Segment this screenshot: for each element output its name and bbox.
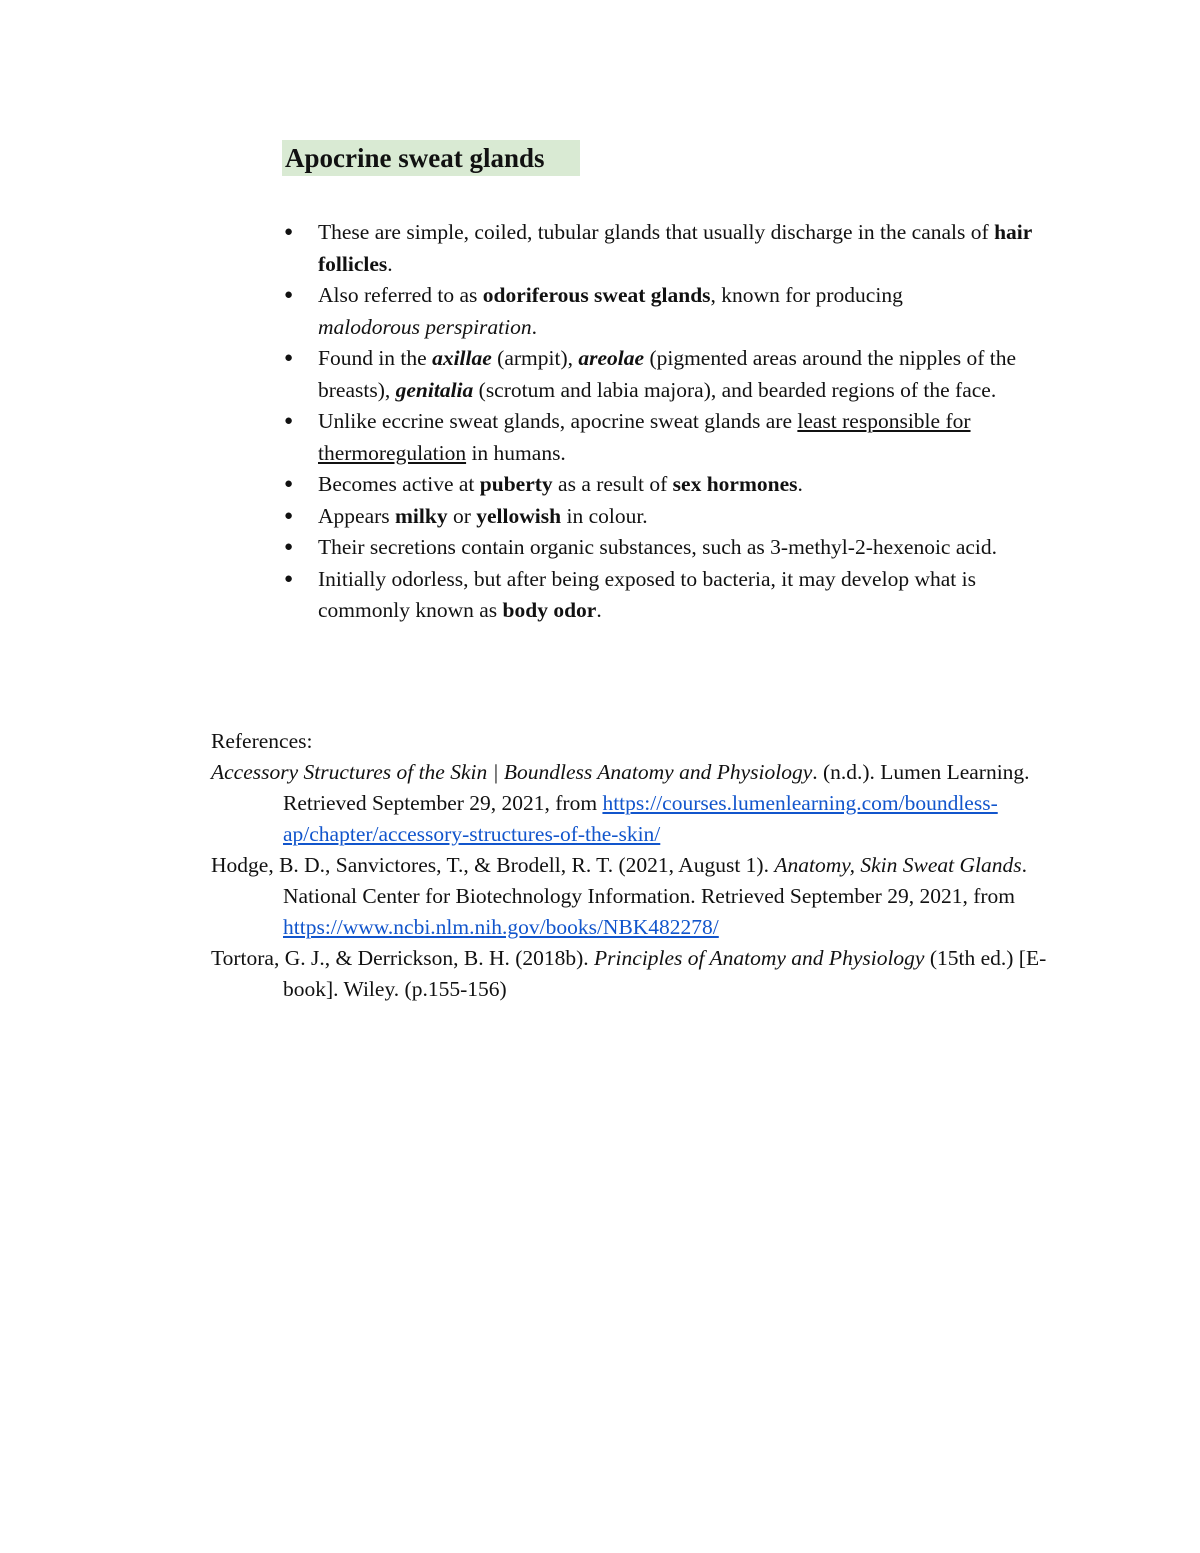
text: Appears — [318, 503, 396, 528]
reference-title: Principles of Anatomy and Physiology — [594, 946, 925, 970]
reference-title: Accessory Structures of the Skin | Boundless Anatomy and Physiology — [211, 760, 813, 784]
bold-italic-term: genitalia — [395, 377, 474, 402]
reference-item — [211, 943, 1071, 1005]
page-title: Apocrine sweat glands — [282, 140, 580, 176]
list-item — [282, 532, 1062, 564]
list-item — [282, 501, 1062, 533]
reference-authors: Hodge, B. D., Sanvictores, T., & Brodell, R. T. (2021, August 1). — [211, 853, 775, 877]
text: (pigmented areas around the nipples of the breasts), — [318, 346, 1017, 402]
bullet-icon: ● — [284, 287, 294, 303]
list-item — [282, 406, 1062, 469]
text: . — [387, 251, 393, 276]
bullet-icon: ● — [284, 350, 294, 366]
list-item — [282, 469, 1062, 501]
list-item — [282, 343, 1062, 406]
bullet-icon: ● — [284, 413, 294, 429]
text: Also referred to as — [318, 283, 483, 307]
bullet-icon: ● — [284, 539, 294, 555]
reference-link[interactable]: https://www.ncbi.nlm.nih.gov/books/NBK482278/ — [283, 915, 719, 939]
reference-text: . (n.d.). Lumen Learning. Retrieved September 29, 2021, from — [283, 760, 1030, 815]
text: (scrotum and labia majora), and bearded regions of the face. — [473, 377, 997, 402]
bold-term: sex hormones — [672, 472, 798, 496]
bold-term: odoriferous sweat glands — [482, 283, 711, 307]
text: Unlike eccrine sweat glands, apocrine sweat glands are — [318, 409, 798, 433]
text: Initially odorless, but after being exposed to bacteria, it may develop what is commonly known as — [318, 566, 976, 622]
text: . — [797, 472, 803, 496]
text: or — [447, 503, 477, 528]
text: These are simple, coiled, tubular glands that usually discharge in the canals of — [318, 220, 995, 244]
bold-term: yellowish — [476, 503, 562, 528]
bold-term: puberty — [479, 472, 553, 496]
bullet-icon: ● — [284, 476, 294, 492]
text: (armpit), — [491, 346, 579, 370]
bullet-icon: ● — [284, 507, 294, 524]
text: Becomes active at — [318, 472, 480, 496]
bold-term: milky — [395, 503, 448, 528]
reference-text: (15th ed.) [E-book]. Wiley. (p.155-156) — [283, 946, 1047, 1001]
underlined-term: least responsible for thermoregulation — [318, 409, 971, 465]
text: . — [596, 598, 602, 622]
bold-term: body odor — [502, 598, 597, 622]
reference-text: . National Center for Biotechnology Information. Retrieved September 29, 2021, from — [283, 853, 1027, 908]
list-item — [282, 280, 1062, 343]
bold-term: hair follicles — [318, 220, 1032, 276]
text: , known for producing — [710, 283, 903, 307]
text: Their secretions contain organic substances, such as 3-methyl-2-hexenoic acid. — [318, 535, 998, 559]
text: Found in the — [318, 346, 433, 370]
list-item — [282, 564, 1062, 627]
references-section — [211, 726, 1071, 1005]
bullet-list — [282, 217, 1062, 627]
bold-italic-term: areolae — [578, 346, 645, 370]
bullet-icon: ● — [284, 570, 294, 587]
reference-item — [211, 850, 1071, 943]
reference-item — [211, 757, 1071, 850]
reference-link[interactable]: https://courses.lumenlearning.com/boundless-ap/chapter/accessory-structures-of-the-skin/ — [283, 791, 998, 846]
italic-term: malodorous perspiration — [318, 314, 532, 339]
bold-italic-term: axillae — [432, 346, 492, 370]
reference-title: Anatomy, Skin Sweat Glands — [774, 853, 1022, 877]
text: in colour. — [561, 503, 648, 528]
references-label: References: — [211, 729, 313, 753]
list-item — [282, 217, 1062, 280]
bullet-icon: ● — [284, 224, 294, 240]
text: in humans. — [466, 440, 566, 465]
reference-authors: Tortora, G. J., & Derrickson, B. H. (2018b). — [211, 946, 595, 970]
text: as a result of — [552, 472, 673, 496]
text: . — [531, 314, 537, 339]
